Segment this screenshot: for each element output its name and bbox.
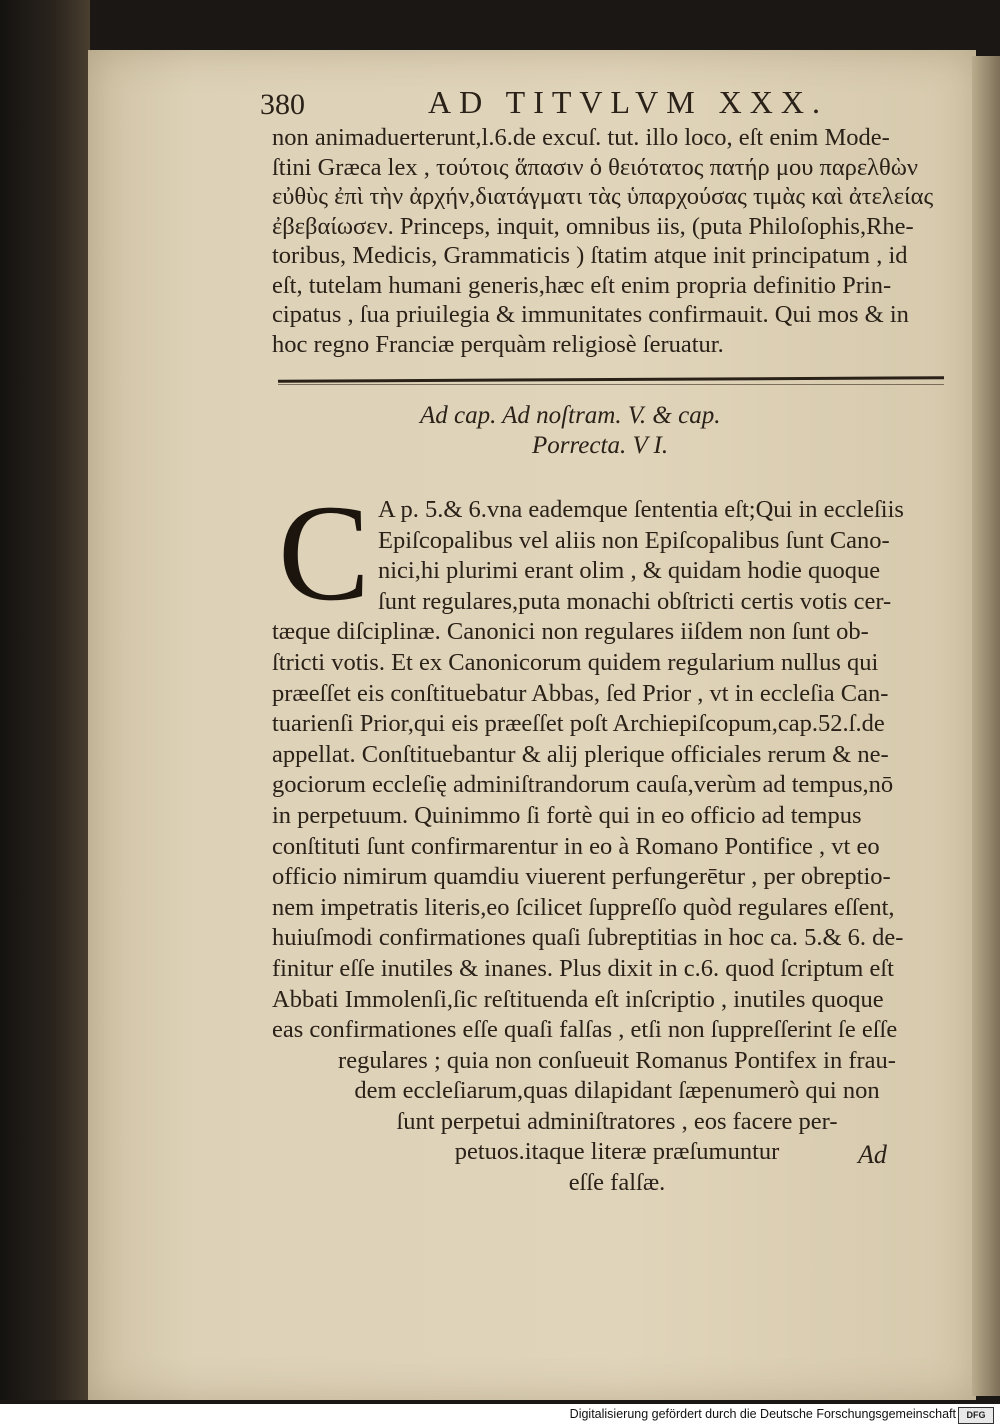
- chapter-heading: [420, 402, 840, 460]
- dfg-logo-icon: DFG: [958, 1407, 994, 1424]
- text-line: tæque diſciplinæ. Canonici non regulares iiſdem non ſunt ob-: [272, 618, 869, 646]
- text-line: ſtricti votis. Et ex Canonicorum quidem regularium nullus qui: [272, 648, 879, 676]
- text-line: Epiſcopalibus vel aliis non Epiſcopalibus ſunt Cano-: [378, 526, 890, 554]
- text-line: finitur eſſe inutiles & inanes. Plus dixit in c.6. quod ſcriptum eſt: [272, 954, 894, 982]
- catchword: Ad: [858, 1140, 887, 1169]
- book-gutter: [0, 0, 90, 1400]
- top-paragraph: [272, 124, 962, 360]
- text-line: ſunt perpetui adminiſtratores , eos facere per-: [396, 1107, 838, 1135]
- text-line: huiuſmodi confirmationes quaſi ſubreptitias in hoc ca. 5.& 6. de-: [272, 924, 904, 952]
- page-number: 380: [260, 88, 305, 121]
- section-rule-thin: [278, 384, 944, 385]
- text-line: cipatus , ſua priuilegia & immunitates confirmauit. Qui mos & in: [272, 301, 909, 328]
- text-line: Abbati Immolenſi,ſic reſtituenda eſt inſcriptio , inutiles quoque: [272, 985, 884, 1013]
- text-line: officio nimirum quamdiu viuerent perfungerētur , per obreptio-: [272, 863, 891, 891]
- text-line: dem eccleſiarum,quas dilapidant ſæpenumerò qui non: [354, 1077, 880, 1105]
- text-line: A p. 5.& 6.vna eademque ſententia eſt;Qui in eccleſiis: [378, 496, 904, 523]
- text-line: gociorum eccleſię adminiſtrandorum cauſa,verùm ad tempus,nō: [272, 771, 894, 799]
- text-line: appellat. Conſtituebantur & alij plerique officiales rerum & ne-: [272, 740, 889, 768]
- running-title: AD TITVLVM XXX.: [428, 84, 828, 120]
- text-line: nici,hi plurimi erant olim , & quidam hodie quoque: [378, 557, 881, 585]
- drop-cap: C: [278, 476, 371, 629]
- footer-bar: [0, 1404, 1000, 1426]
- text-line: eas confirmationes eſſe quaſi falſas , etſi non ſuppreſſerint ſe eſſe: [272, 1016, 898, 1044]
- text-line: conſtituti ſunt confirmarentur in eo à Romano Pontifice , vt eo: [272, 832, 880, 860]
- text-line: ἐβεβαίωσεν. Princeps, inquit, omnibus iis, (puta Philoſophis,Rhe-: [272, 212, 914, 240]
- text-line: hoc regno Franciæ perquàm religiosè ſeruatur.: [272, 330, 724, 358]
- text-line: ſunt regulares,puta monachi obſtricti certis votis cer-: [378, 587, 892, 615]
- text-line: ſtini Græca lex , τούτοις ἅπασιν ὁ θειότατος πατήρ μου παρελθὼν: [272, 153, 918, 181]
- chapter-heading-line: Porrecta. V I.: [532, 432, 669, 459]
- text-line: eſſe falſæ.: [568, 1169, 666, 1197]
- text-line: petuos.itaque literæ præſumuntur: [454, 1138, 780, 1166]
- chapter-heading-line: Ad cap. Ad noſtram. V. & cap.: [420, 402, 721, 429]
- text-line: nem impetratis literis,eo ſcilicet ſuppreſſo quòd regulares eſſent,: [272, 893, 895, 921]
- text-line: regulares ; quia non conſueuit Romanus Pontifex in frau-: [338, 1046, 896, 1074]
- text-line: toribus, Medicis, Grammaticis ) ſtatim atque init principatum , id: [272, 242, 908, 269]
- main-paragraph: [272, 496, 962, 1200]
- text-line: εὐθὺς ἐπὶ τὴν ἀρχήν,διατάγματι τὰς ὑπαρχούσας τιμὰς καὶ ἀτελείας: [272, 183, 934, 210]
- text-line: præeſſet eis conſtituebatur Abbas, ſed Prior , vt in eccleſia Can-: [272, 679, 889, 707]
- text-line: in perpetuum. Quinimmo ſi fortè qui in eo officio ad tempus: [272, 801, 862, 829]
- text-line: non animaduerterunt,l.6.de excuſ. tut. illo loco, eſt enim Mode-: [272, 124, 890, 151]
- funding-credit: Digitalisierung gefördert durch die Deutsche Forschungsgemeinschaft: [569, 1407, 956, 1421]
- text-line: eſt, tutelam humani generis,hæc eſt enim propria definitio Prin-: [272, 271, 892, 299]
- text-line: tuarienſi Prior,qui eis præeſſet poſt Archiepiſcopum,cap.52.ſ.de: [272, 710, 885, 738]
- page-edge: [972, 56, 1000, 1396]
